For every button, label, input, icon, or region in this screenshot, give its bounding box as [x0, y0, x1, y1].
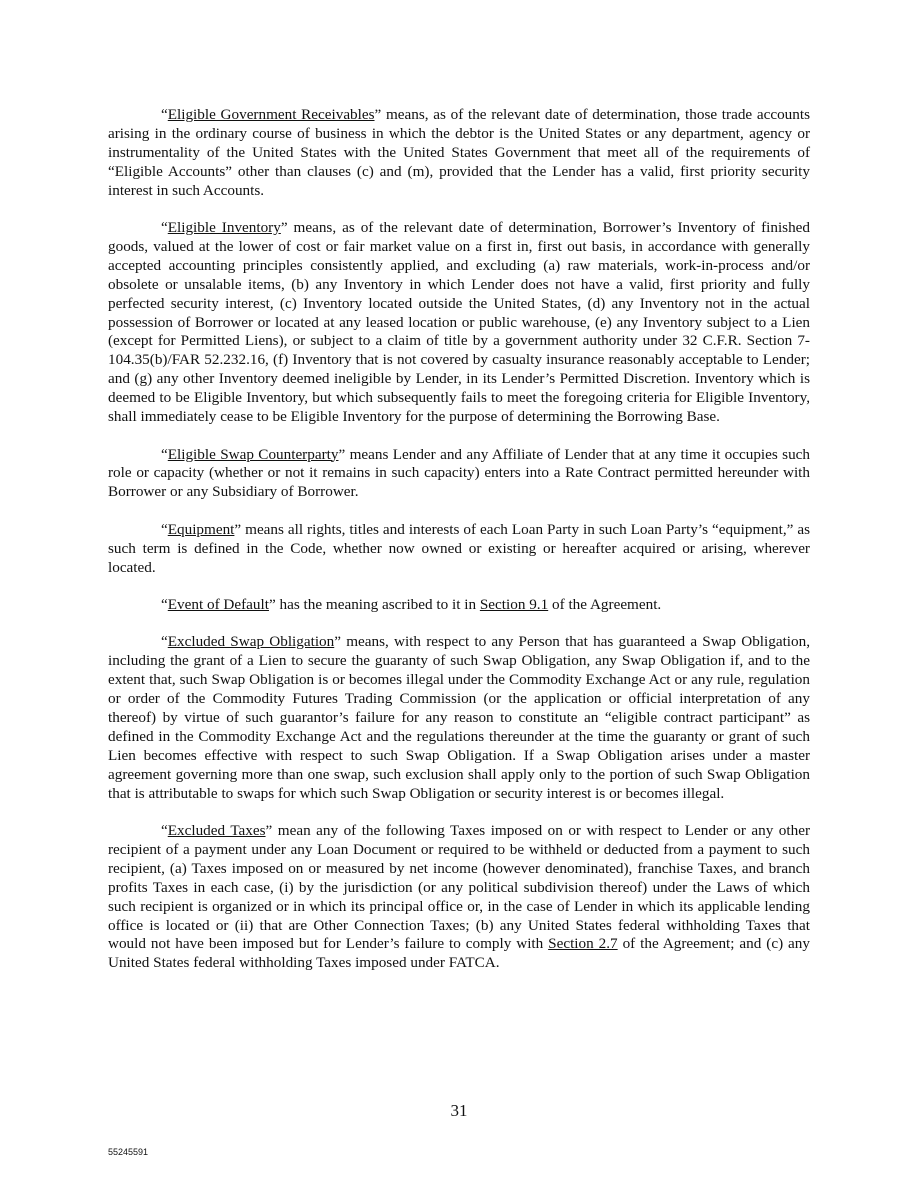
definition-equipment: [108, 521, 810, 578]
page-number: 31: [450, 1101, 468, 1120]
defined-term: Excluded Swap Obligation: [167, 633, 335, 651]
open-quote: “: [161, 445, 168, 463]
open-quote: “: [161, 106, 168, 123]
close-quote: ”: [234, 520, 242, 538]
definition-text: means Lender and any Affiliate of Lender that at any time it occupies such role or capacity (whether or not it remains in such capacity) enters into a Rate Contract permitted hereunder with Borrower or any Subsidiary of Borrower.: [108, 445, 811, 501]
close-quote: ”: [374, 106, 382, 123]
open-quote: “: [161, 520, 168, 538]
definition-eligible-inventory: [108, 219, 810, 427]
defined-term: Excluded Taxes: [167, 822, 266, 839]
definition-text: has the meaning ascribed to it in: [275, 595, 480, 613]
defined-term: Eligible Government Receivables: [167, 106, 375, 123]
open-quote: “: [161, 219, 168, 237]
definition-text: mean any of the following Taxes imposed on or with respect to Lender or any other recipient of a payment under any Loan Document or required to be withheld or deducted from a payment to such recipient, (a) Taxes imposed on or measured by net income (however denominated), franchise Taxes, and branch profits Taxes in each case, (i) by the jurisdiction (or any political subdivision thereof) under the Laws of which such recipient is organized or in which its principal office or, in the case of Lender in which its applicable lending office is located or (ii) that are Other Connection Taxes; (b) any United States federal withholding Taxes that would not have been imposed but for Lender’s failure to comply with: [108, 822, 811, 953]
document-body: [108, 106, 810, 992]
close-quote: ”: [280, 219, 288, 237]
definition-text: means, as of the relevant date of determination, Borrower’s Inventory of finished goods, valued at the lower of cost or fair market value on a first in, first out basis, in accordance with generally accepted accounting principles consistently applied, and excluding (a) raw materials, work-in-process and/or obsolete or unsalable items, (b) any Inventory in which Lender does not have a valid, first priority and fully perfected security interest, (c) Inventory located outside the United States, (d) any Inventory not in the actual possession of Borrower or located at any leased location or public warehouse, (e) any Inventory subject to a Lien (except for Permitted Liens), or subject to a claim of title by a government authority under 32 C.F.R. Section 7-104.35(b)/FAR 52.232.16, (f) Inventory that is not covered by casualty insurance reasonably acceptable to Lender; and (g) any other Inventory deemed ineligible by Lender, in its Lender’s Permitted Discretion. Inventory which is deemed to be Eligible Inventory, but which subsequently fails to meet the foregoing criteria for Eligible Inventory, shall immediately cease to be Eligible Inventory for the purpose of determining the Borrowing Base.: [108, 219, 810, 426]
definition-excluded-taxes: [108, 822, 810, 973]
definition-text: of the Agreement; and (c) any United States federal withholding Taxes imposed under FATCA.: [108, 935, 810, 972]
definition-eligible-swap-counterparty: [108, 446, 810, 503]
open-quote: “: [161, 633, 168, 651]
open-quote: “: [161, 822, 168, 839]
close-quote: ”: [268, 595, 276, 613]
close-quote: ”: [338, 445, 346, 463]
definition-text: means, with respect to any Person that has guaranteed a Swap Obligation, including the grant of a Lien to secure the guaranty of such Swap Obligation, any Swap Obligation if, and to the extent that, such Swap Obligation is or becomes illegal under the Commodity Exchange Act or any rule, regulation or order of the Commodity Futures Trading Commission (or the application or official interpretation of any thereof) by virtue of such guarantor’s failure for any reason to constitute an “eligible contract participant” as defined in the Commodity Exchange Act and the regulations thereunder at the time the guaranty or grant of such Lien becomes effective with respect to such Swap Obligation. If a Swap Obligation arises under a master agreement governing more than one swap, such exclusion shall apply only to the portion of such Swap Obligation that is attributable to swaps for which such Swap Obligation or security interest is or becomes illegal.: [108, 633, 810, 802]
defined-term: Event of Default: [167, 595, 269, 613]
document-id: 55245591: [108, 1147, 149, 1157]
definition-text: means all rights, titles and interests of each Loan Party in such Loan Party’s “equipment,” as such term is defined in the Code, whether now owned or existing or hereafter acquired or arising, wherever located.: [108, 520, 810, 576]
section-reference: Section 2.7: [548, 935, 618, 953]
definition-event-of-default: [108, 596, 810, 615]
defined-term: Eligible Inventory: [167, 219, 281, 237]
section-reference: Section 9.1: [479, 595, 549, 613]
definition-eligible-government-receivables: [108, 106, 810, 201]
close-quote: ”: [265, 822, 273, 839]
defined-term: Eligible Swap Counterparty: [167, 445, 339, 463]
definition-text: of the Agreement.: [548, 595, 662, 613]
close-quote: ”: [334, 633, 341, 651]
definition-excluded-swap-obligation: [108, 633, 810, 803]
open-quote: “: [161, 595, 168, 613]
defined-term: Equipment: [167, 520, 235, 538]
definition-text: means, as of the relevant date of determination, those trade accounts arising in the ordinary course of business in which the debtor is the United States or any department, agency or instrumentality of the United States with the United States Government that meet all of the requirements of “Eligible Accounts” other than clauses (c) and (m), provided that the Lender has a valid, first priority security interest in such Accounts.: [108, 106, 810, 199]
